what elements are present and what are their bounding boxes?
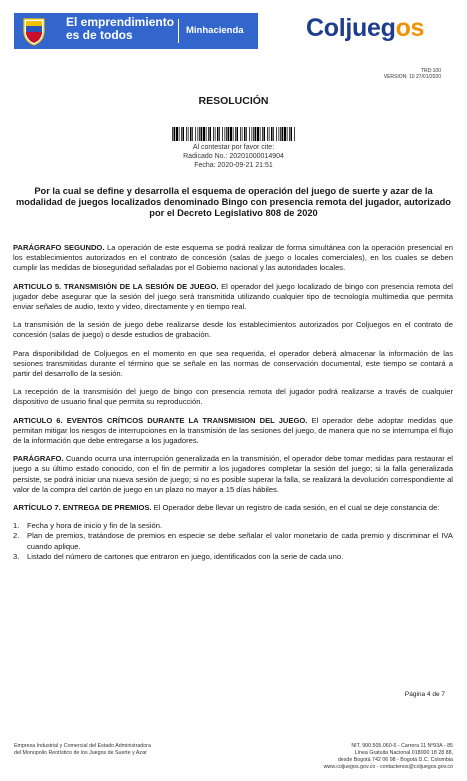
- list-item: [13, 531, 453, 551]
- list-item-number: 3.: [13, 551, 20, 561]
- list-item: [13, 552, 453, 562]
- paragraph-text: La operación de este esquema se podrá realizar de forma simultánea con la operación presencial en los establecimientos autorizados en el contrato de concesión (salas de juego o locales comerciales), en los cuales se deben cumplir las medidas de bioseguridad señaladas por el Gobierno nacional y las autoridades locales.: [13, 243, 453, 273]
- coljuegos-logo: [306, 14, 424, 43]
- radicado-number: Radicado No.: 20201000014904: [183, 153, 284, 160]
- logo-text-main: Coljueg: [306, 14, 396, 42]
- page-number: Página 4 de 7: [404, 691, 445, 698]
- document-version-block: [384, 68, 441, 80]
- radicado-block: [0, 143, 467, 170]
- banner-slogan-line1: El emprendimiento: [66, 15, 175, 29]
- paragraph-text: El operador debe adoptar medidas que permitan mitigar los riesgos de interrupciones en la transmisión de las sesiones del juego, de manera que no se interrumpa el flujo de la información que debe entregarse a los jugadores.: [13, 415, 453, 446]
- resolution-subject: Por la cual se define y desarrolla el esquema de operación del juego de suerte y azar de la modalidad de juegos localizados denominado Bingo con presencia remota del jugador, autorizado por el Decreto Legislativo 808 de 2020: [16, 186, 451, 218]
- footer-right-line2: Línea Gratuita Nacional 018000 18 28 88,: [354, 750, 453, 756]
- radicado-date: Fecha: 2020-09-21 21:51: [194, 162, 273, 169]
- paragraph-paragrafo: [13, 454, 453, 495]
- footer-right-line3: desde Bogotá 742 06 98 - Bogotá D.C. Colombia: [337, 757, 453, 763]
- paragraph-paragrafo-segundo: [13, 243, 453, 274]
- footer-left-line1: Empresa Industrial y Comercial del Estado Administradora: [14, 743, 151, 749]
- footer-right-line1: NIT. 900.505.060-5 - Carrera 11 Nº93A - 85: [351, 743, 453, 749]
- paragraph-articulo-7: [13, 503, 453, 513]
- paragraph-articulo-5: [13, 282, 453, 313]
- paragraph-heading: PARÁGRAFO SEGUNDO.: [13, 243, 105, 252]
- reply-note: Al contestar por favor cite:: [192, 144, 275, 151]
- colombia-coat-of-arms-icon: [20, 16, 48, 46]
- list-item-text: Fecha y hora de inicio y fin de la sesión.: [27, 521, 163, 531]
- banner-slogan-line2: es de todos: [66, 28, 133, 42]
- paragraph-heading: PARÁGRAFO.: [13, 454, 64, 464]
- banner-slogan: [66, 16, 174, 42]
- barcode-image: [172, 127, 295, 141]
- paragraph-articulo-6: [13, 416, 453, 447]
- page-title: RESOLUCIÓN: [198, 95, 269, 107]
- paragraph-transmision-lugar: La transmisión de la sesión de juego debe realizarse desde los establecimientos autorizados por Coljuegos en el contrato de concesión (salas de juego) o desde estudios de grabación.: [13, 320, 453, 340]
- paragraph-almacenamiento: Para disponibilidad de Coljuegos en el momento en que sea requerida, el operador deberá almacenar la información de las sesiones transmitidas durante el término que se señale en las normas de conservación documental, este tiempo se contará a partir del desarrollo de la sesión.: [13, 348, 453, 379]
- trd-code: TRD:100: [420, 68, 441, 74]
- paragraph-heading: ARTÍCULO 7. ENTREGA DE PREMIOS.: [13, 503, 152, 513]
- paragraph-text: Cuando ocurra una interrupción generalizada en la transmisión, el operador debe tomar medidas para restaurar el juego a su último estado conocido, con el fin de permitir a los jugadores completar la sesión del juego; si la falla generalizada persiste, se podrá iniciar una nueva sesión de juego; si no es posible superar la falla, se realizará la devolución correspondiente al valor de la compra del cartón de juego en un plazo no mayor a 15 días hábiles.: [13, 454, 453, 494]
- footer-left: [14, 743, 151, 757]
- paragraph-text: El Operador debe llevar un registro de cada sesión, en el cual se deje constancia de:: [151, 503, 440, 513]
- list-item-text: Plan de premios, tratándose de premios en especie se debe señalar el valor monetario de cada premio y discriminar el IVA cuando aplique.: [27, 531, 453, 551]
- ministry-label: Minhacienda: [186, 25, 244, 36]
- footer-right: [324, 743, 453, 771]
- paragraph-heading: ARTICULO 6. EVENTOS CRÍTICOS DURANTE LA TRANSMISION DEL JUEGO.: [13, 415, 308, 425]
- list-item-text: Listado del número de cartones que entraron en juego, identificados con la serie de cada uno.: [27, 551, 344, 561]
- document-body: [13, 243, 453, 562]
- list-item: [13, 521, 453, 531]
- list-item-number: 2.: [13, 531, 20, 541]
- version-code: VERSION: 10 27/01/2020: [383, 74, 441, 80]
- footer-right-line4: www.coljuegos.gov.co - contactenos@coljuegos.gov.co: [323, 764, 453, 770]
- banner-divider: [178, 19, 179, 43]
- paragraph-recepcion: La recepción de la transmisión del juego de bingo con presencia remota del jugador podrá realizarse a través de cualquier dispositivo de usuario final que permita su reproducción.: [13, 387, 453, 407]
- footer-left-line2: del Monopolio Rentístico de los Juegos de Suerte y Azar: [14, 750, 147, 756]
- registro-list: [13, 521, 453, 562]
- list-item-number: 1.: [13, 521, 20, 531]
- logo-text-tail: os: [395, 14, 425, 42]
- paragraph-text: El operador del juego localizado de bingo con presencia remota del jugador debe asegurar que la sesión del juego será transmitida utilizando cualquier tipo de tecnología multimedia que permita enviar señales de audio, texto y video, directamente y en tiempo real.: [13, 281, 453, 312]
- paragraph-heading: ARTICULO 5. TRANSMISIÓN DE LA SESIÓN DE JUEGO.: [13, 281, 219, 291]
